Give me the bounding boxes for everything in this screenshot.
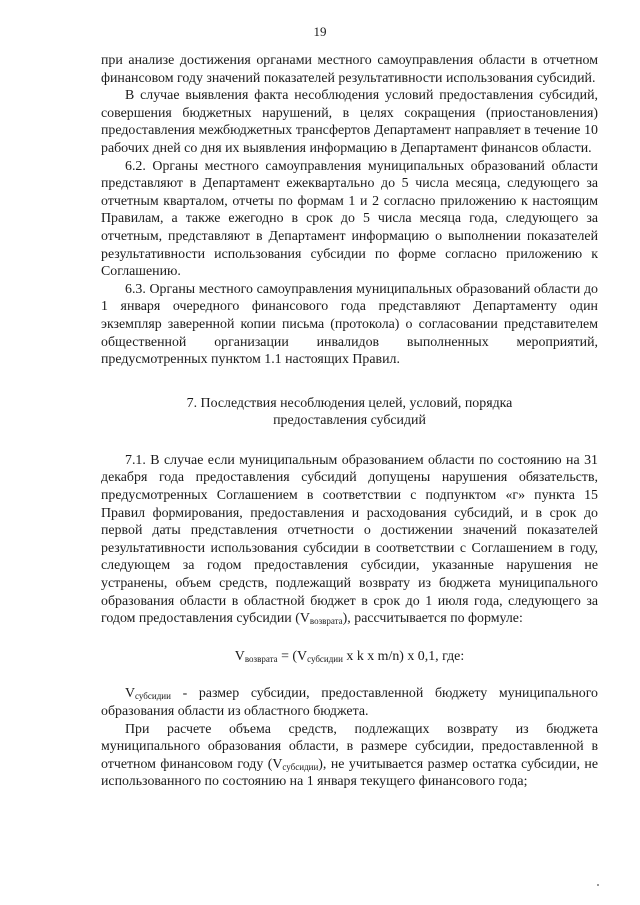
paragraph-2: В случае выявления факта несоблюдения условий предоставления субсидий, совершения бюджетных нарушений, в целях сокращения (приостановления) предоставления межбюджетных трансфертов Департамент направляет в течение 10 рабочих дней со дня их выявления информацию в Департамент финансов области.: [101, 88, 598, 156]
document-body: [101, 52, 598, 791]
def-text: - размер субсидии, предоставленной бюджету муниципального образования области из областного бюджета.: [101, 686, 598, 719]
subscript-vozvrata: возврата: [309, 616, 343, 627]
formula: [101, 648, 598, 666]
paragraph-7-1-text: 7.1. В случае если муниципальным образованием области по состоянию на 31 декабря года предоставления субсидий допущены нарушения обязательств, предусмотренных Соглашением в соответствии с подпунктом «г» пункта 15 Правил формирования, предоставления и расходования субсидий, и в срок до первой даты представления отчетности о достижении значений показателей результативности использования субсидии в соответствии с Соглашением в году, следующем за годом предоставления субсидии, указанные нарушения не устранены, объем средств, подлежащий возврату из бюджета муниципального образования области в областной бюджет в срок до 1 июля года, следующего за годом предоставления субсидии (V: [101, 452, 598, 627]
section-7-heading: [101, 395, 598, 430]
formula-end: x k x m/n) x 0,1, где:: [342, 648, 465, 664]
paragraph-calculation: [101, 721, 598, 791]
paragraph-v-subsidii-definition: [101, 685, 598, 720]
calc-text: При расчете объема средств, подлежащих возврату из бюджета муниципального образования области, в размере субсидии, предоставленной в отчетном финансовом году (V: [101, 721, 598, 772]
formula-mid: = (V: [277, 648, 308, 664]
calc-text-end: ), не учитывается размер остатка субсидии, не использованного по состоянию на 1 января текущего финансового года;: [101, 756, 598, 790]
paragraph-6-3: 6.3. Органы местного самоуправления муниципальных образований области до 1 января очередного финансового года представляют Департаменту один экземпляр заверенной копии письма (протокола) о согласовании представителем общественной организации инвалидов выполненных мероприятий, предусмотренных пунктом 1.1 настоящих Правил.: [101, 281, 598, 368]
def-v: V: [125, 686, 136, 702]
section-heading-line-1: 7. Последствия несоблюдения целей, условий, порядка: [186, 395, 513, 411]
formula-sub-subsidii: субсидии: [307, 653, 343, 664]
formula-v: V: [234, 648, 245, 664]
paragraph-1: при анализе достижения органами местного самоуправления области в отчетном финансовом году значений показателей результативности использования субсидий.: [101, 53, 598, 86]
scan-speck: [597, 884, 599, 886]
paragraph-7-1-end: ), рассчитывается по формуле:: [342, 611, 523, 627]
page-number: 19: [313, 24, 327, 39]
def-sub-subsidii: субсидии: [135, 691, 171, 702]
paragraph-7-1: [101, 452, 598, 628]
formula-sub-vozvrata: возврата: [244, 653, 278, 664]
paragraph-6-2: 6.2. Органы местного самоуправления муниципальных образований области представляют в Департамент ежеквартально до 5 числа месяца, следующего за отчетным кварталом, отчеты по формам 1 и 2 согласно приложению к настоящим Правилам, а также ежегодно в срок до 5 числа месяца года, следующего за отчетным, представляют в Департамент информацию о выполнении показателей результативности использования субсидии по форме согласно приложению к Соглашению.: [101, 158, 598, 280]
section-heading-line-2: предоставления субсидий: [273, 413, 426, 429]
calc-sub-subsidii: субсидии: [282, 761, 319, 772]
